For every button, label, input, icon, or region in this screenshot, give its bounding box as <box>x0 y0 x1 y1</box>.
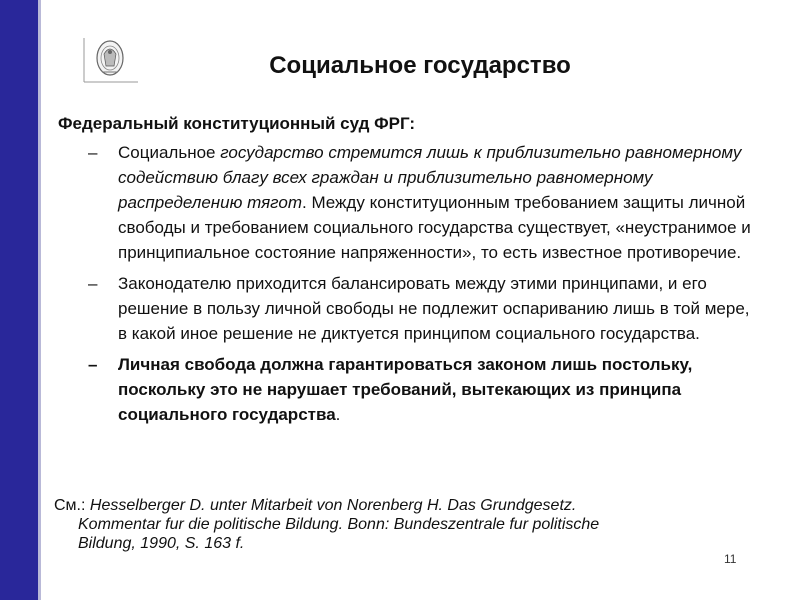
sidebar-bar <box>0 0 38 600</box>
bullet-3-rest: . <box>335 405 341 424</box>
bullet-dash: – <box>88 143 98 162</box>
reference-line-3: Bildung, 1990, S. 163 f. <box>78 535 245 552</box>
reference-line-2: Kommentar fur die politische Bildung. Bonn: Bundeszentrale fur politische <box>78 516 600 533</box>
bullet-1-lead: Социальное <box>118 143 221 162</box>
bullet-dash: – <box>88 355 98 374</box>
bullet-2-text: Законодателю приходится балансировать между этими принципами, и его решение в пользу личной свободы не подлежит оспариванию лишь в той мере, в какой иное решение не диктуется принципом социального государства. <box>118 274 750 343</box>
bullet-item-3 <box>58 352 758 427</box>
bullet-1-italic: государство стремится лишь к приблизительно равномерному содействию благу всех граждан и приблизительно равномерному распределению тягот <box>118 143 742 212</box>
bullet-1-rest: . Между конституционным требованием защиты личной свободы и требованием социального государства существует, «неустранимое и принципиальное состояние напряженности», то есть известное противоречие. <box>118 193 751 262</box>
reference-prefix: См.: <box>54 497 90 514</box>
bullet-list <box>58 140 758 433</box>
bullet-item-1 <box>58 140 758 265</box>
sidebar-divider <box>38 0 41 600</box>
university-crest-icon <box>82 36 140 84</box>
page-number: 11 <box>724 552 737 566</box>
bullet-item-2 <box>58 271 758 346</box>
reference-note <box>54 496 754 553</box>
slide-subtitle: Федеральный конституционный суд ФРГ: <box>58 114 416 133</box>
reference-line-1: Hesselberger D. unter Mitarbeit von Norenberg H. Das Grundgesetz. <box>89 497 577 514</box>
slide-title: Социальное государство <box>269 52 571 79</box>
bullet-dash: – <box>88 274 98 293</box>
bullet-3-bold: Личная свобода должна гарантироваться законом лишь постольку, поскольку это не нарушает требований, вытекающих из принципа социального государства <box>118 355 693 424</box>
